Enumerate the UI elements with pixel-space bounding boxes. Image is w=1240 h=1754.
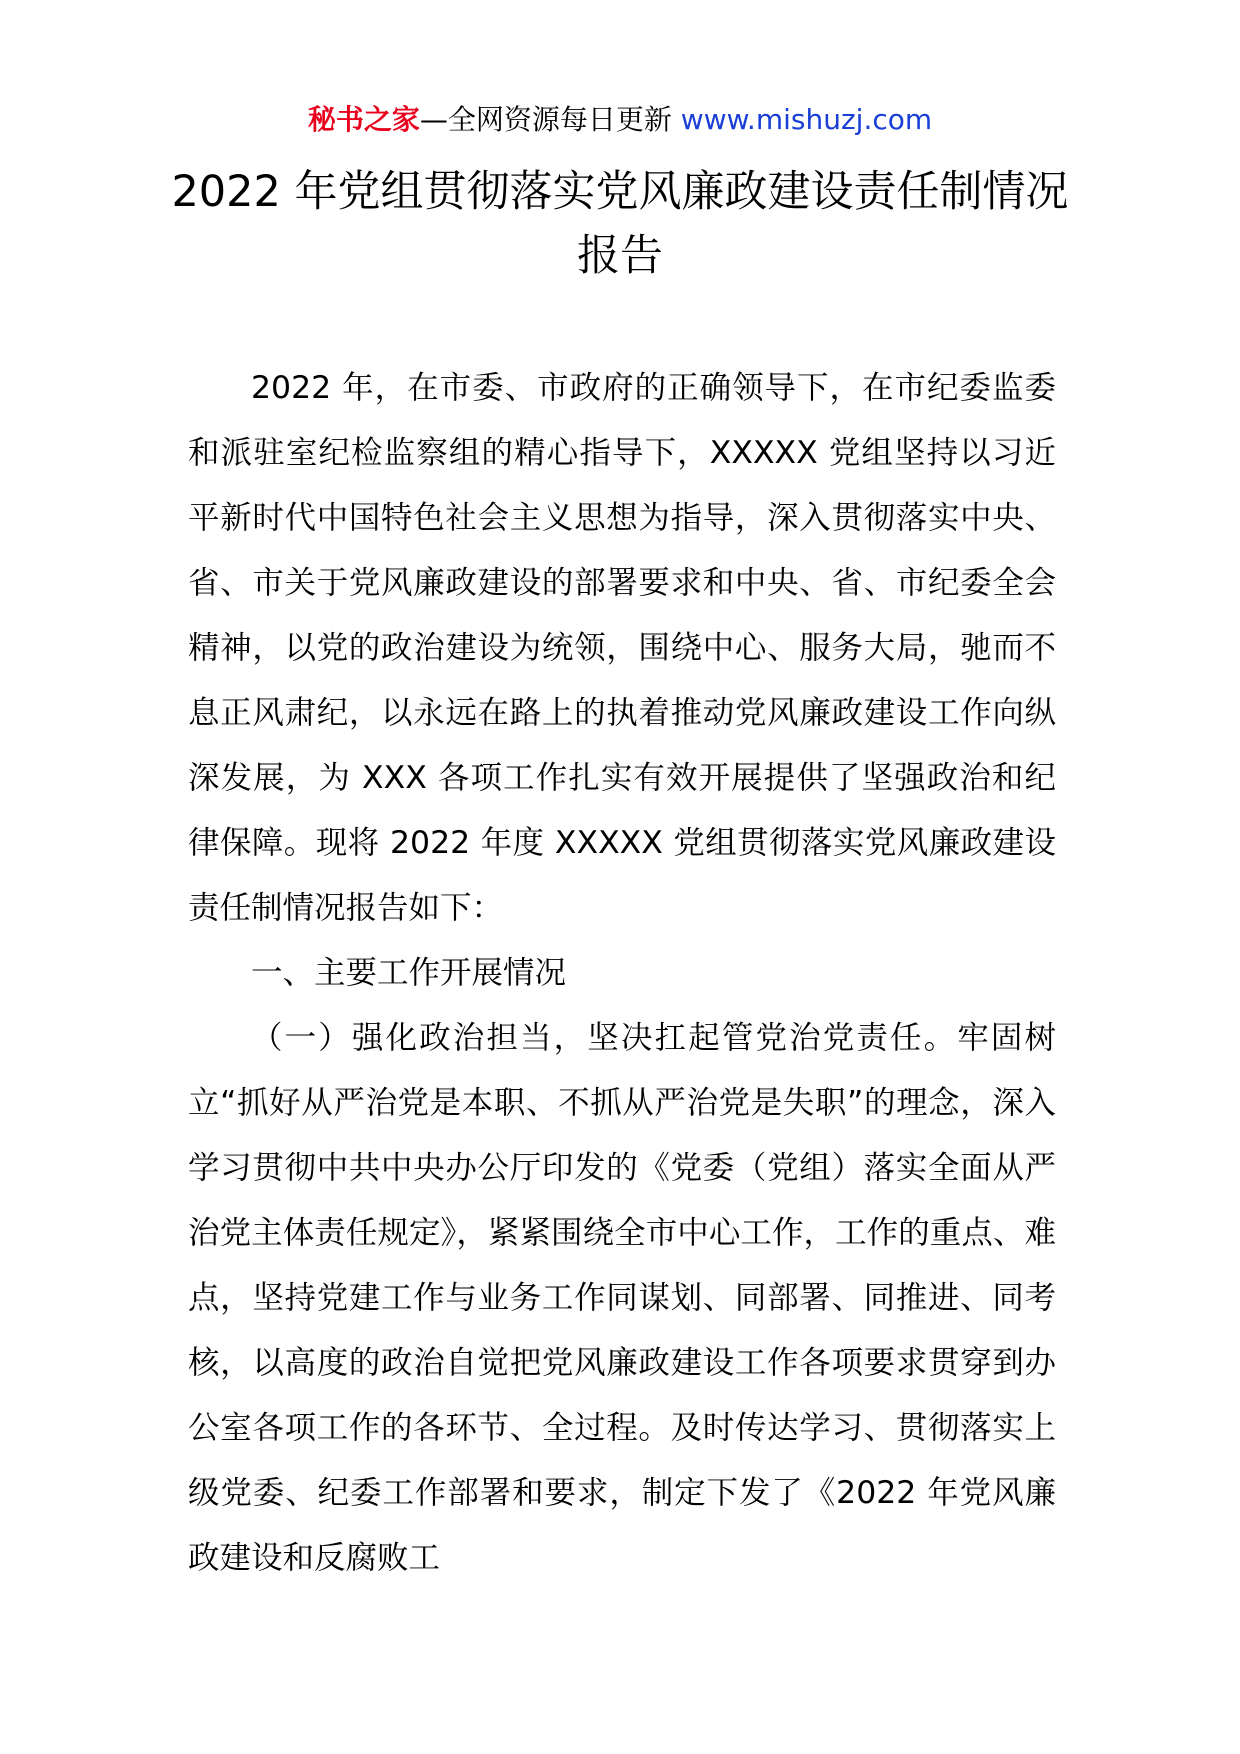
body-paragraph: （一）强化政治担当，坚决扛起管党治党责任。牢固树立“抓好从严治党是本职、不抓从严治党是失职”的理念，深入学习贯彻中共中央办公厅印发的《党委（党组）落实全面从严治党主体责任规定》，紧紧围绕全市中心工作，工作的重点、难点，坚持党建工作与业务工作同谋划、同部署、同推进、同考核，以高度的政治自觉把党风廉政建设工作各项要求贯穿到办公室各项工作的各环节、全过程。及时传达学习、贯彻落实上级党委、纪委工作部署和要求，制定下发了《2022 年党风廉政建设和反腐败工 [188, 1020, 1056, 1576]
site-header [0, 100, 1240, 140]
intro-paragraph: 2022 年，在市委、市政府的正确领导下，在市纪委监委和派驻室纪检监察组的精心指导下，XXXXX 党组坚持以习近平新时代中国特色社会主义思想为指导，深入贯彻落实中央、省、市关于党风廉政建设的部署要求和中央、省、市纪委全会精神，以党的政治建设为统领，围绕中心、服务大局，驰而不息正风肃纪，以永远在路上的执着推动党风廉政建设工作向纵深发展，为 XXX 各项工作扎实有效开展提供了坚强政治和纪律保障。现将 2022 年度 XXXXX 党组贯彻落实党风廉政建设责任制情况报告如下： [188, 370, 1056, 926]
brand-name: 秘书之家 [307, 103, 420, 136]
site-url-link[interactable]: www.mishuzj.com [680, 103, 933, 136]
header-slogan: —全网资源每日更新 [419, 103, 672, 136]
document-title: 2022 年党组贯彻落实党风廉政建设责任制情况报告 [171, 167, 1069, 281]
section-heading: 一、主要工作开展情况 [251, 955, 567, 991]
document-body [188, 356, 1056, 1591]
